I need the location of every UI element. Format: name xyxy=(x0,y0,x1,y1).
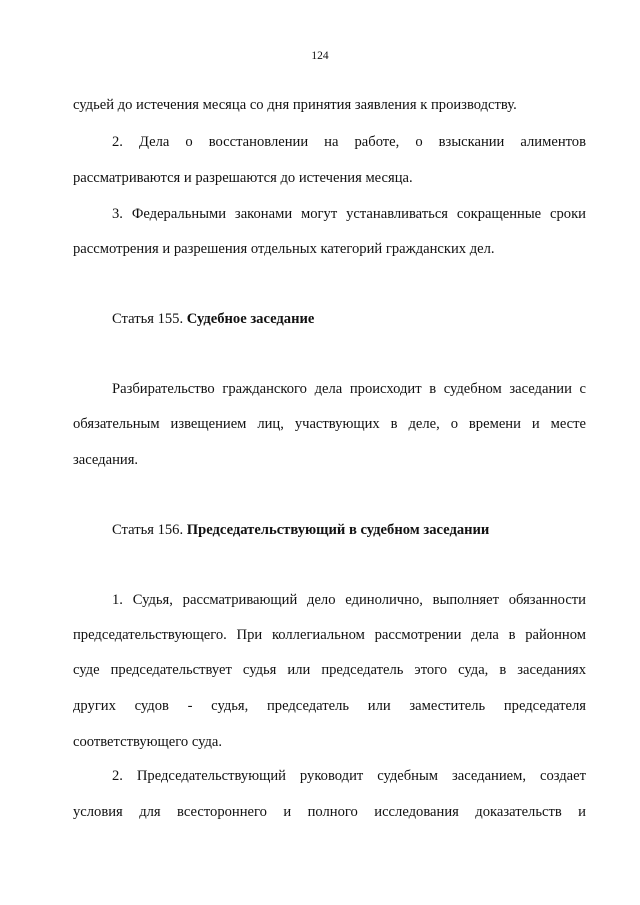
text-line-3: рассматриваются и разрешаются до истечения месяца. xyxy=(73,170,413,186)
text-line-6: Разбирательство гражданского дела происходит в судебном заседании с xyxy=(112,381,586,397)
text-line-2: 2. Дела о восстановлении на работе, о взыскании алиментов xyxy=(112,134,586,150)
article-156-prefix: Статья 156. xyxy=(112,522,187,538)
text-line-7: обязательным извещением лиц, участвующих в деле, о времени и месте xyxy=(73,416,586,432)
article-155-title: Судебное заседание xyxy=(186,311,315,327)
text-line-9: 1. Судья, рассматривающий дело единолично, выполняет обязанности xyxy=(112,592,586,608)
text-line-1: судьей до истечения месяца со дня принятия заявления к производству. xyxy=(73,97,517,113)
text-line-15: условия для всестороннего и полного исследования доказательств и xyxy=(73,804,586,820)
text-line-4: 3. Федеральными законами могут устанавливаться сокращенные сроки xyxy=(112,206,586,222)
page-number: 124 xyxy=(311,50,329,62)
text-line-11: суде председательствует судья или председатель этого суда, в заседаниях xyxy=(73,662,586,678)
article-155-heading xyxy=(112,310,314,328)
text-line-5: рассмотрения и разрешения отдельных категорий гражданских дел. xyxy=(73,241,495,257)
article-156-heading xyxy=(112,521,489,539)
text-line-12: других судов - судья, председатель или заместитель председателя xyxy=(73,698,586,714)
text-line-10: председательствующего. При коллегиальном рассмотрении дела в районном xyxy=(73,627,586,643)
article-155-prefix: Статья 155. xyxy=(112,311,187,327)
text-line-13: соответствующего суда. xyxy=(73,734,223,750)
article-156-title: Председательствующий в судебном заседании xyxy=(186,522,490,538)
text-line-8: заседания. xyxy=(73,452,139,468)
text-line-14: 2. Председательствующий руководит судебным заседанием, создает xyxy=(112,768,586,784)
